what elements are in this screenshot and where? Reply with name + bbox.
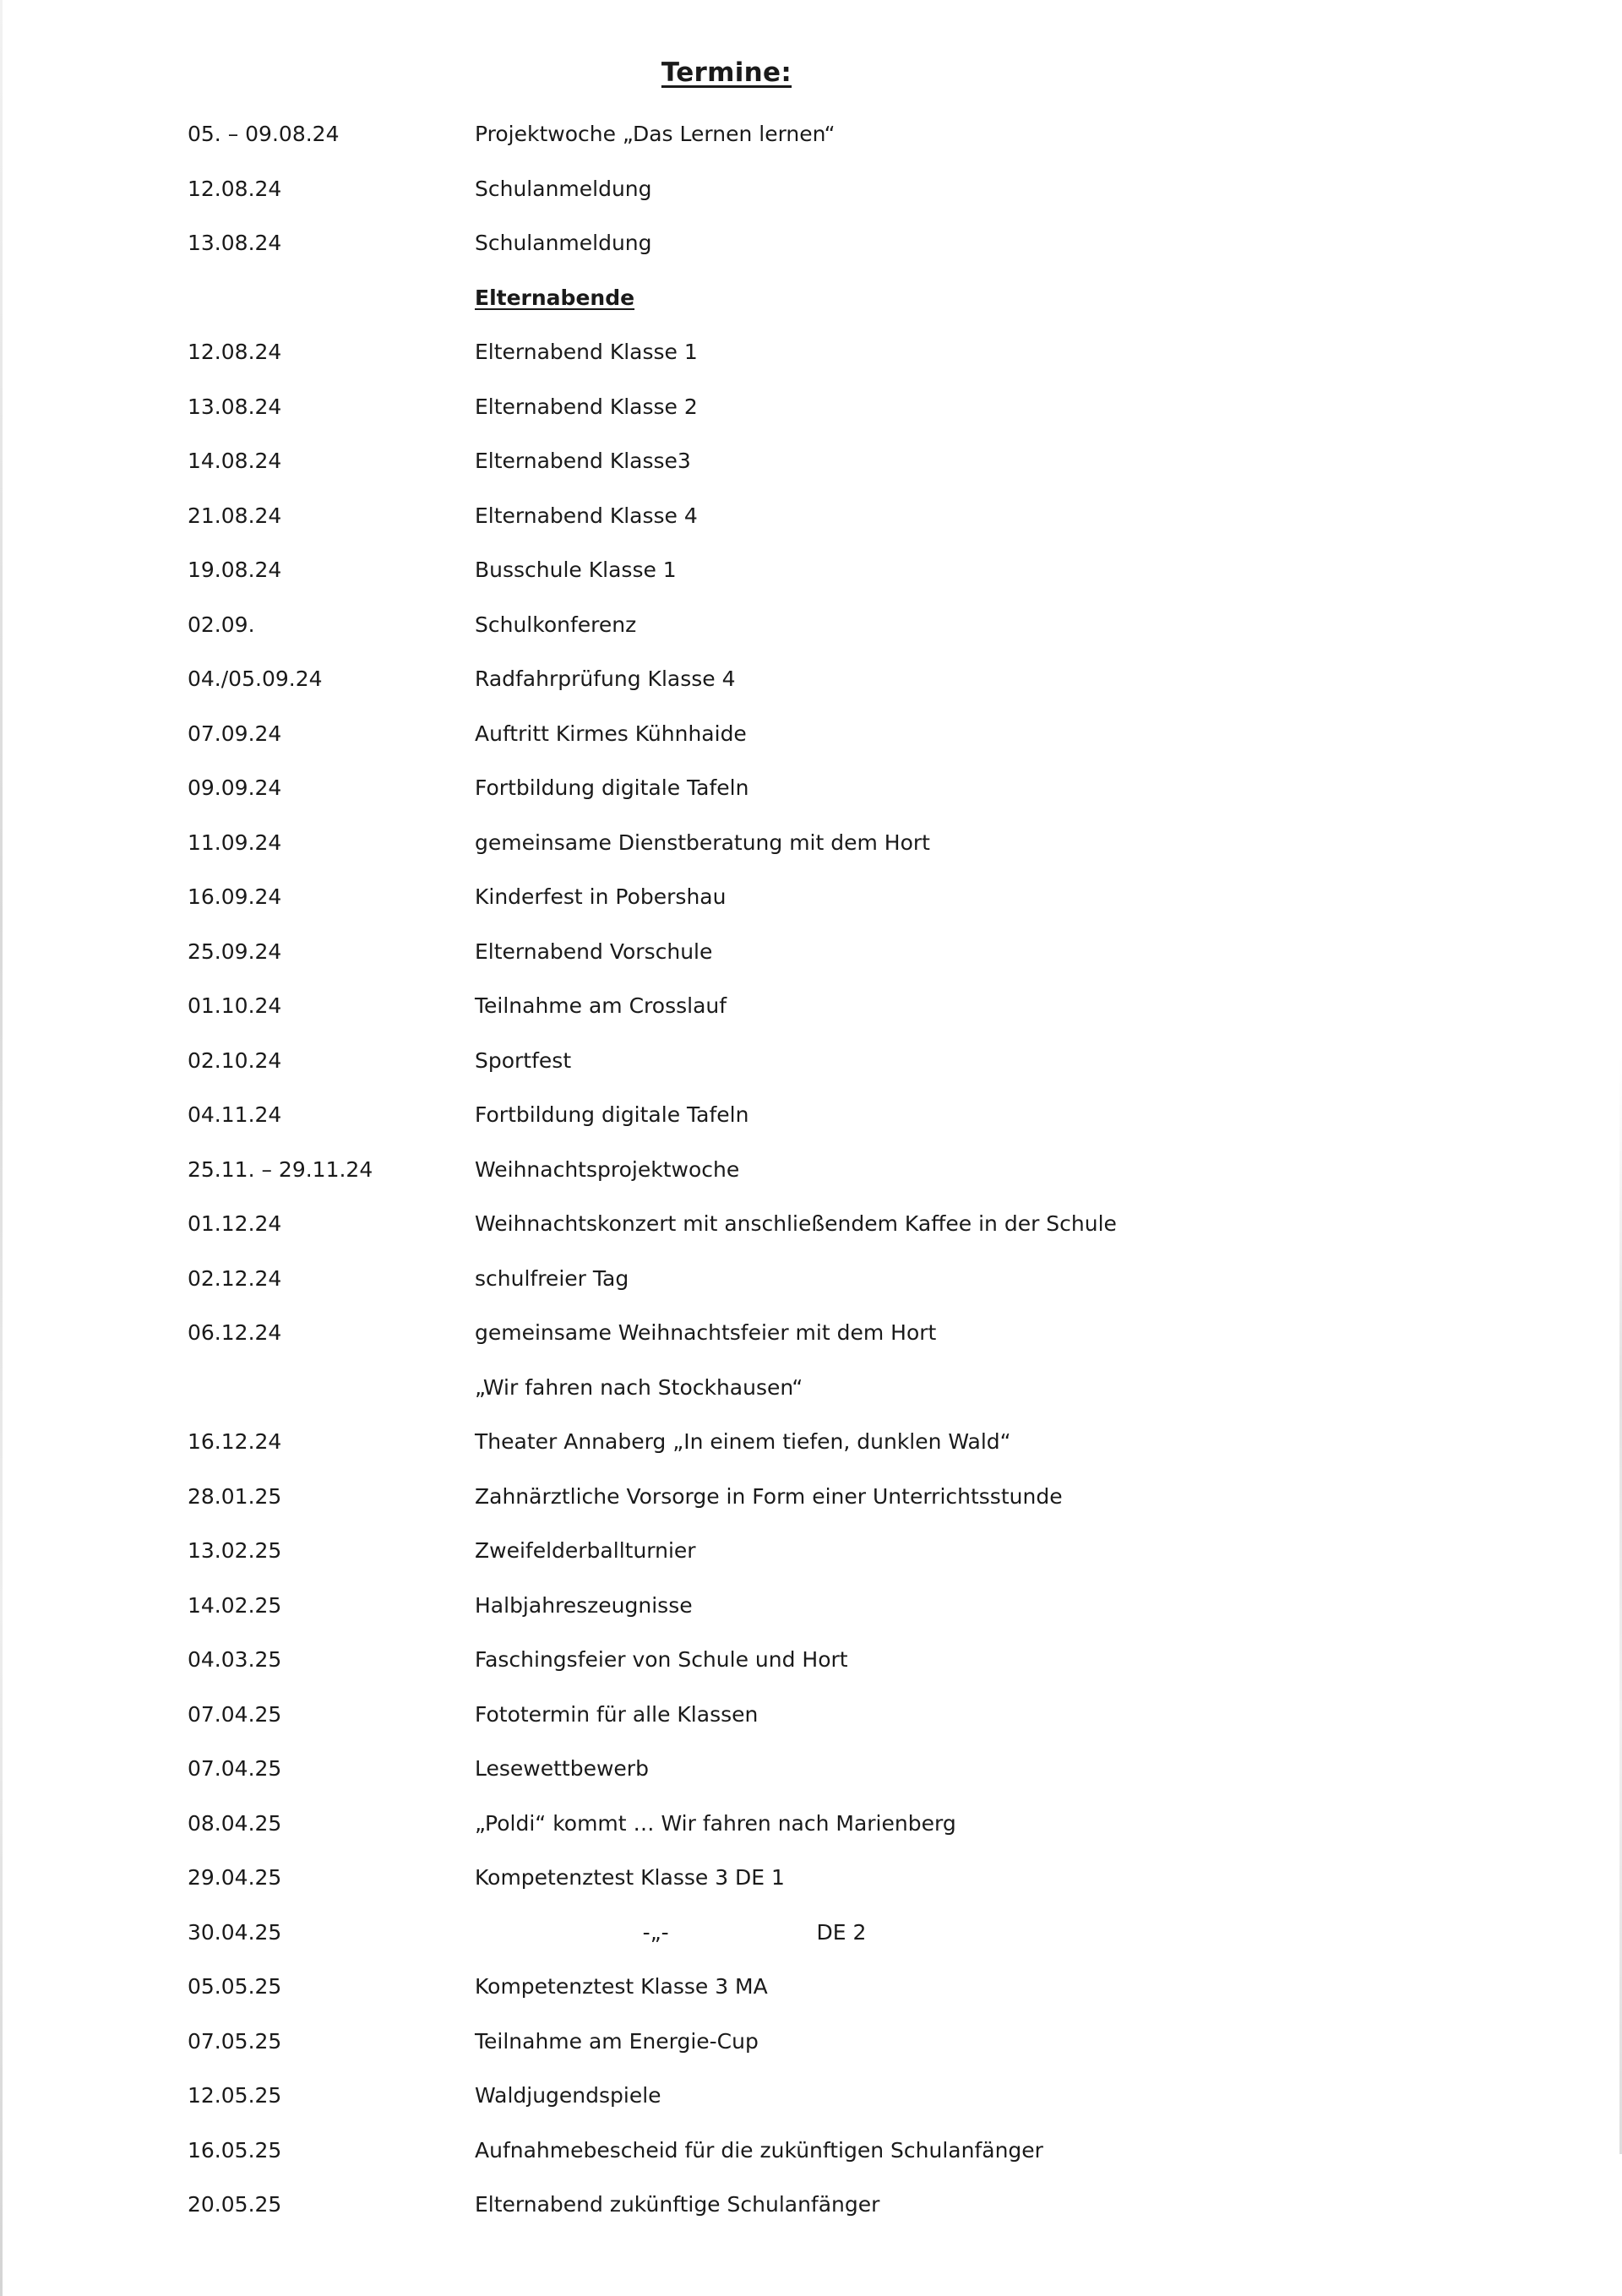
schedule-row bbox=[0, 2081, 1622, 2136]
schedule-date: 08.04.25 bbox=[188, 1810, 282, 1836]
schedule-date: 05. – 09.08.24 bbox=[188, 122, 340, 146]
schedule-event: Elternabend Klasse3 bbox=[475, 449, 691, 473]
schedule-row bbox=[0, 1918, 1622, 1973]
schedule-event: „Wir fahren nach Stockhausen“ bbox=[475, 1374, 803, 1400]
schedule-row bbox=[0, 1156, 1622, 1211]
schedule-row bbox=[0, 1646, 1622, 1700]
schedule-row bbox=[0, 2190, 1622, 2245]
schedule-date: 07.04.25 bbox=[188, 1701, 282, 1727]
schedule-event: Zweifelderballturnier bbox=[475, 1538, 696, 1563]
schedule-row bbox=[0, 120, 1622, 175]
schedule-date: 14.08.24 bbox=[188, 449, 282, 473]
schedule-date: 01.10.24 bbox=[188, 993, 282, 1018]
schedule-event: gemeinsame Dienstberatung mit dem Hort bbox=[475, 830, 930, 855]
section-heading: Elternabende bbox=[475, 285, 635, 310]
schedule-event: Schulanmeldung bbox=[475, 176, 652, 201]
schedule-row bbox=[0, 1700, 1622, 1755]
schedule-event: Aufnahmebescheid für die zukünftigen Schulanfänger bbox=[475, 2137, 1043, 2163]
schedule-row bbox=[0, 1319, 1622, 1374]
schedule-event: Kinderfest in Pobershau bbox=[475, 884, 727, 909]
schedule-date: 20.05.25 bbox=[188, 2192, 282, 2217]
schedule-date: 28.01.25 bbox=[188, 1483, 282, 1509]
schedule-row bbox=[0, 1591, 1622, 1646]
schedule-row bbox=[0, 2136, 1622, 2191]
schedule-date: 19.08.24 bbox=[188, 558, 282, 582]
schedule-row bbox=[0, 1863, 1622, 1918]
schedule-row bbox=[0, 774, 1622, 829]
schedule-event: -„- DE 2 bbox=[475, 1919, 867, 1945]
schedule-date: 02.12.24 bbox=[188, 1265, 282, 1291]
schedule-event: Sportfest bbox=[475, 1047, 572, 1073]
schedule-event: Waldjugendspiele bbox=[475, 2083, 661, 2108]
schedule-row bbox=[0, 502, 1622, 557]
schedule-event: Radfahrprüfung Klasse 4 bbox=[475, 666, 736, 691]
schedule-event: Kompetenztest Klasse 3 DE 1 bbox=[475, 1865, 785, 1890]
schedule-date: 11.09.24 bbox=[188, 830, 282, 855]
schedule-event: Projektwoche „Das Lernen lernen“ bbox=[475, 122, 835, 146]
schedule-event: Auftritt Kirmes Kühnhaide bbox=[475, 721, 747, 746]
schedule-row bbox=[0, 829, 1622, 884]
schedule-event: Fortbildung digitale Tafeln bbox=[475, 775, 749, 800]
schedule-date: 13.08.24 bbox=[188, 231, 282, 255]
schedule-event: Weihnachtsprojektwoche bbox=[475, 1156, 740, 1182]
schedule-row bbox=[0, 2027, 1622, 2082]
schedule-event: Schulanmeldung bbox=[475, 231, 652, 255]
schedule-event: schulfreier Tag bbox=[475, 1265, 629, 1291]
schedule-row bbox=[0, 1101, 1622, 1156]
schedule-date: 04.11.24 bbox=[188, 1102, 282, 1127]
schedule-event: gemeinsame Weihnachtsfeier mit dem Hort bbox=[475, 1320, 937, 1345]
schedule-date: 16.05.25 bbox=[188, 2137, 282, 2163]
schedule-event: Weihnachtskonzert mit anschließendem Kaffee in der Schule bbox=[475, 1211, 1117, 1236]
schedule-date: 25.09.24 bbox=[188, 939, 282, 964]
schedule-row bbox=[0, 229, 1622, 284]
schedule-date: 30.04.25 bbox=[188, 1919, 282, 1945]
schedule-date: 21.08.24 bbox=[188, 503, 282, 528]
schedule-date: 29.04.25 bbox=[188, 1865, 282, 1890]
schedule-event: Elternabend zukünftige Schulanfänger bbox=[475, 2192, 880, 2217]
schedule-row bbox=[0, 175, 1622, 230]
schedule-date: 12.08.24 bbox=[188, 176, 282, 201]
schedule-event: Lesewettbewerb bbox=[475, 1756, 649, 1781]
schedule-row bbox=[0, 665, 1622, 720]
schedule-date: 14.02.25 bbox=[188, 1592, 282, 1618]
schedule-row bbox=[0, 720, 1622, 775]
schedule-row bbox=[0, 556, 1622, 611]
schedule-event: Fototermin für alle Klassen bbox=[475, 1701, 759, 1727]
schedule-row bbox=[0, 1047, 1622, 1102]
schedule-event: Teilnahme am Energie-Cup bbox=[475, 2028, 759, 2054]
schedule-event: Kompetenztest Klasse 3 MA bbox=[475, 1974, 768, 1999]
schedule-date: 07.04.25 bbox=[188, 1756, 282, 1781]
schedule-date: 12.05.25 bbox=[188, 2083, 282, 2108]
schedule-event: Schulkonferenz bbox=[475, 612, 637, 637]
schedule-date: 07.09.24 bbox=[188, 721, 282, 746]
schedule-row bbox=[0, 1265, 1622, 1319]
schedule-date: 16.12.24 bbox=[188, 1429, 282, 1454]
schedule-list bbox=[0, 120, 1622, 2245]
page-title: Termine: bbox=[661, 57, 792, 88]
schedule-event: Elternabend Klasse 2 bbox=[475, 394, 698, 419]
schedule-event: Halbjahreszeugnisse bbox=[475, 1592, 693, 1618]
schedule-event: Elternabend Klasse 4 bbox=[475, 503, 698, 528]
schedule-event: Faschingsfeier von Schule und Hort bbox=[475, 1647, 848, 1672]
schedule-row bbox=[0, 1210, 1622, 1265]
schedule-date: 12.08.24 bbox=[188, 340, 282, 364]
schedule-row bbox=[0, 393, 1622, 448]
schedule-row bbox=[0, 1755, 1622, 1809]
schedule-row bbox=[0, 1537, 1622, 1591]
schedule-row bbox=[0, 1809, 1622, 1864]
schedule-event: Busschule Klasse 1 bbox=[475, 558, 677, 582]
schedule-date: 02.10.24 bbox=[188, 1047, 282, 1073]
schedule-date: 07.05.25 bbox=[188, 2028, 282, 2054]
schedule-row bbox=[0, 447, 1622, 502]
schedule-date: 13.02.25 bbox=[188, 1538, 282, 1563]
schedule-date: 25.11. – 29.11.24 bbox=[188, 1156, 373, 1182]
schedule-date: 06.12.24 bbox=[188, 1320, 282, 1345]
schedule-date: 16.09.24 bbox=[188, 884, 282, 909]
schedule-row bbox=[0, 992, 1622, 1047]
schedule-event: Elternabend Klasse 1 bbox=[475, 340, 698, 364]
schedule-row bbox=[0, 1483, 1622, 1537]
schedule-date: 05.05.25 bbox=[188, 1974, 282, 1999]
schedule-row bbox=[0, 1374, 1622, 1428]
schedule-row bbox=[0, 883, 1622, 938]
schedule-event: Elternabend Vorschule bbox=[475, 939, 713, 964]
schedule-date: 04.03.25 bbox=[188, 1647, 282, 1672]
schedule-event: „Poldi“ kommt … Wir fahren nach Marienberg bbox=[475, 1810, 956, 1836]
schedule-row bbox=[0, 938, 1622, 993]
schedule-date: 09.09.24 bbox=[188, 775, 282, 800]
schedule-row bbox=[0, 1972, 1622, 2027]
section-heading-row bbox=[0, 284, 1622, 339]
schedule-date: 02.09. bbox=[188, 612, 255, 637]
schedule-event: Fortbildung digitale Tafeln bbox=[475, 1102, 749, 1127]
schedule-row bbox=[0, 1428, 1622, 1483]
schedule-event: Theater Annaberg „In einem tiefen, dunklen Wald“ bbox=[475, 1429, 1011, 1454]
schedule-date: 01.12.24 bbox=[188, 1211, 282, 1236]
schedule-event: Zahnärztliche Vorsorge in Form einer Unterrichtsstunde bbox=[475, 1483, 1063, 1509]
schedule-row bbox=[0, 338, 1622, 393]
schedule-date: 04./05.09.24 bbox=[188, 666, 323, 691]
schedule-row bbox=[0, 611, 1622, 666]
schedule-event: Teilnahme am Crosslauf bbox=[475, 993, 727, 1018]
schedule-date: 13.08.24 bbox=[188, 394, 282, 419]
